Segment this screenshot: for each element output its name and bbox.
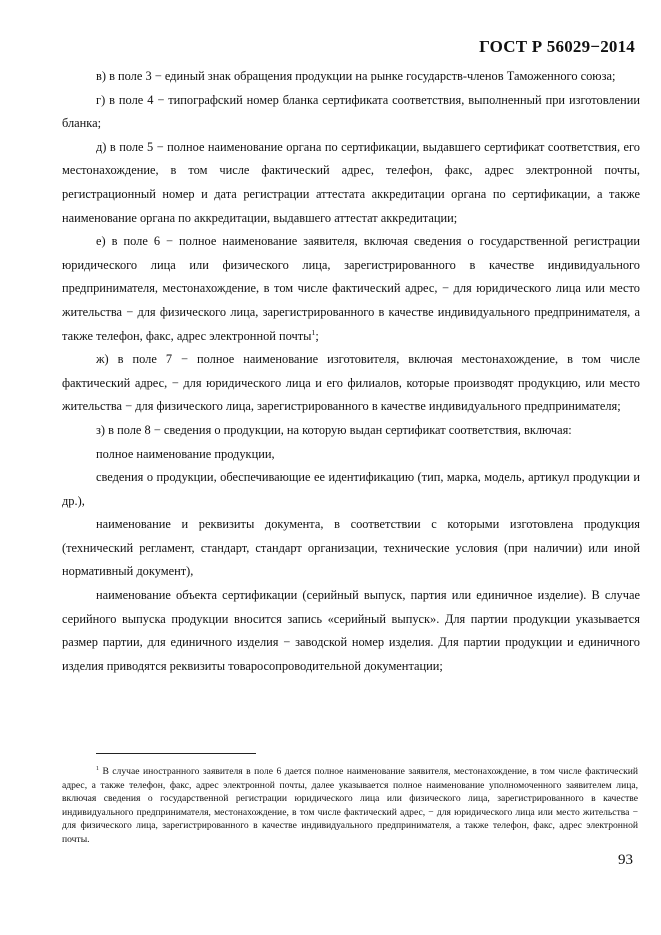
footnote-divider <box>96 753 256 754</box>
footnote-text: В случае иностранного заявителя в поле 6 дается полное наименование заявителя, местонахождение, в том числе фактический адрес, а также телефон, факс, адрес электронной почты, далее указывается полное наименование уполномоченного заявителем лица, включая сведения о государственной регистрации юридического лица или физического лица, зарегистрированного в качестве индивидуального предпринимателя, местонахождение, в том числе фактический адрес, − для юридического лица или место жительства − для физического лица, зарегистрированного в качестве индивидуального предпринимателя, а также телефон, факс, адрес электронной почты. <box>62 766 638 845</box>
paragraph-field-7: ж) в поле 7 − полное наименование изготовителя, включая местонахождение, в том числе фактический адрес, − для юридического лица и его филиалов, которые производят продукцию, или место жительства − для физического лица, зарегистрированного в качестве индивидуального предпринимателя; <box>62 352 640 414</box>
list-item-normative-document: наименование и реквизиты документа, в соответствии с которыми изготовлена продукция (технический регламент, стандарт, стандарт организации, технические условия (при наличии) или иной нормативный документ), <box>62 517 640 579</box>
footnote-paragraph <box>62 765 638 847</box>
body-text <box>62 65 640 678</box>
list-item-product-name: полное наименование продукции, <box>96 446 275 461</box>
paragraph-field-5: д) в поле 5 − полное наименование органа по сертификации, выдавшего сертификат соответствия, его местонахождение, в том числе фактический адрес, телефон, факс, адрес электронной почты, регистрационный номер и дата регистрации аттестата аккредитации органа по сертификации, а также наименование органа по аккредитации, выдавшего аттестат аккредитации; <box>62 139 640 225</box>
paragraph-field-6 <box>62 230 640 348</box>
paragraph-field-6-end: ; <box>315 328 319 343</box>
list-item-certification-object: наименование объекта сертификации (серийный выпуск, партия или единичное изделие). В случае серийного выпуска продукции вносится запись «серийный выпуск». Для партии продукции указывается размер партии, для единичного изделия − заводской номер изделия. Для партии продукции и единичного изделия приводятся реквизиты товаросопроводительной документации; <box>62 588 640 673</box>
paragraph-field-4: г) в поле 4 − типографский номер бланка сертификата соответствия, выполненный при изготовлении бланка; <box>62 92 640 131</box>
list-item-product-identification: сведения о продукции, обеспечивающие ее идентификацию (тип, марка, модель, артикул продукции и др.), <box>62 470 640 508</box>
footnote-reference[interactable]: 1 <box>311 327 316 337</box>
paragraph-field-8: з) в поле 8 − сведения о продукции, на которую выдан сертификат соответствия, включая: <box>96 422 572 437</box>
document-header: ГОСТ Р 56029−2014 <box>479 37 635 56</box>
footnote-marker: 1 <box>96 765 99 772</box>
footnote <box>62 765 638 847</box>
paragraph-field-3: в) в поле 3 − единый знак обращения продукции на рынке государств-членов Таможенного союза; <box>96 69 616 83</box>
page-number: 93 <box>618 852 633 868</box>
paragraph-field-6-text: е) в поле 6 − полное наименование заявителя, включая сведения о государственной регистрации юридического лица или физического лица, зарегистрированного в качестве индивидуального предпринимателя, местонахождение, в том числе фактический адрес, − для юридического лица или место жительства − для физического лица, зарегистрированного в качестве индивидуального предпринимателя, а также телефон, факс, адрес электронной почты <box>62 234 640 343</box>
